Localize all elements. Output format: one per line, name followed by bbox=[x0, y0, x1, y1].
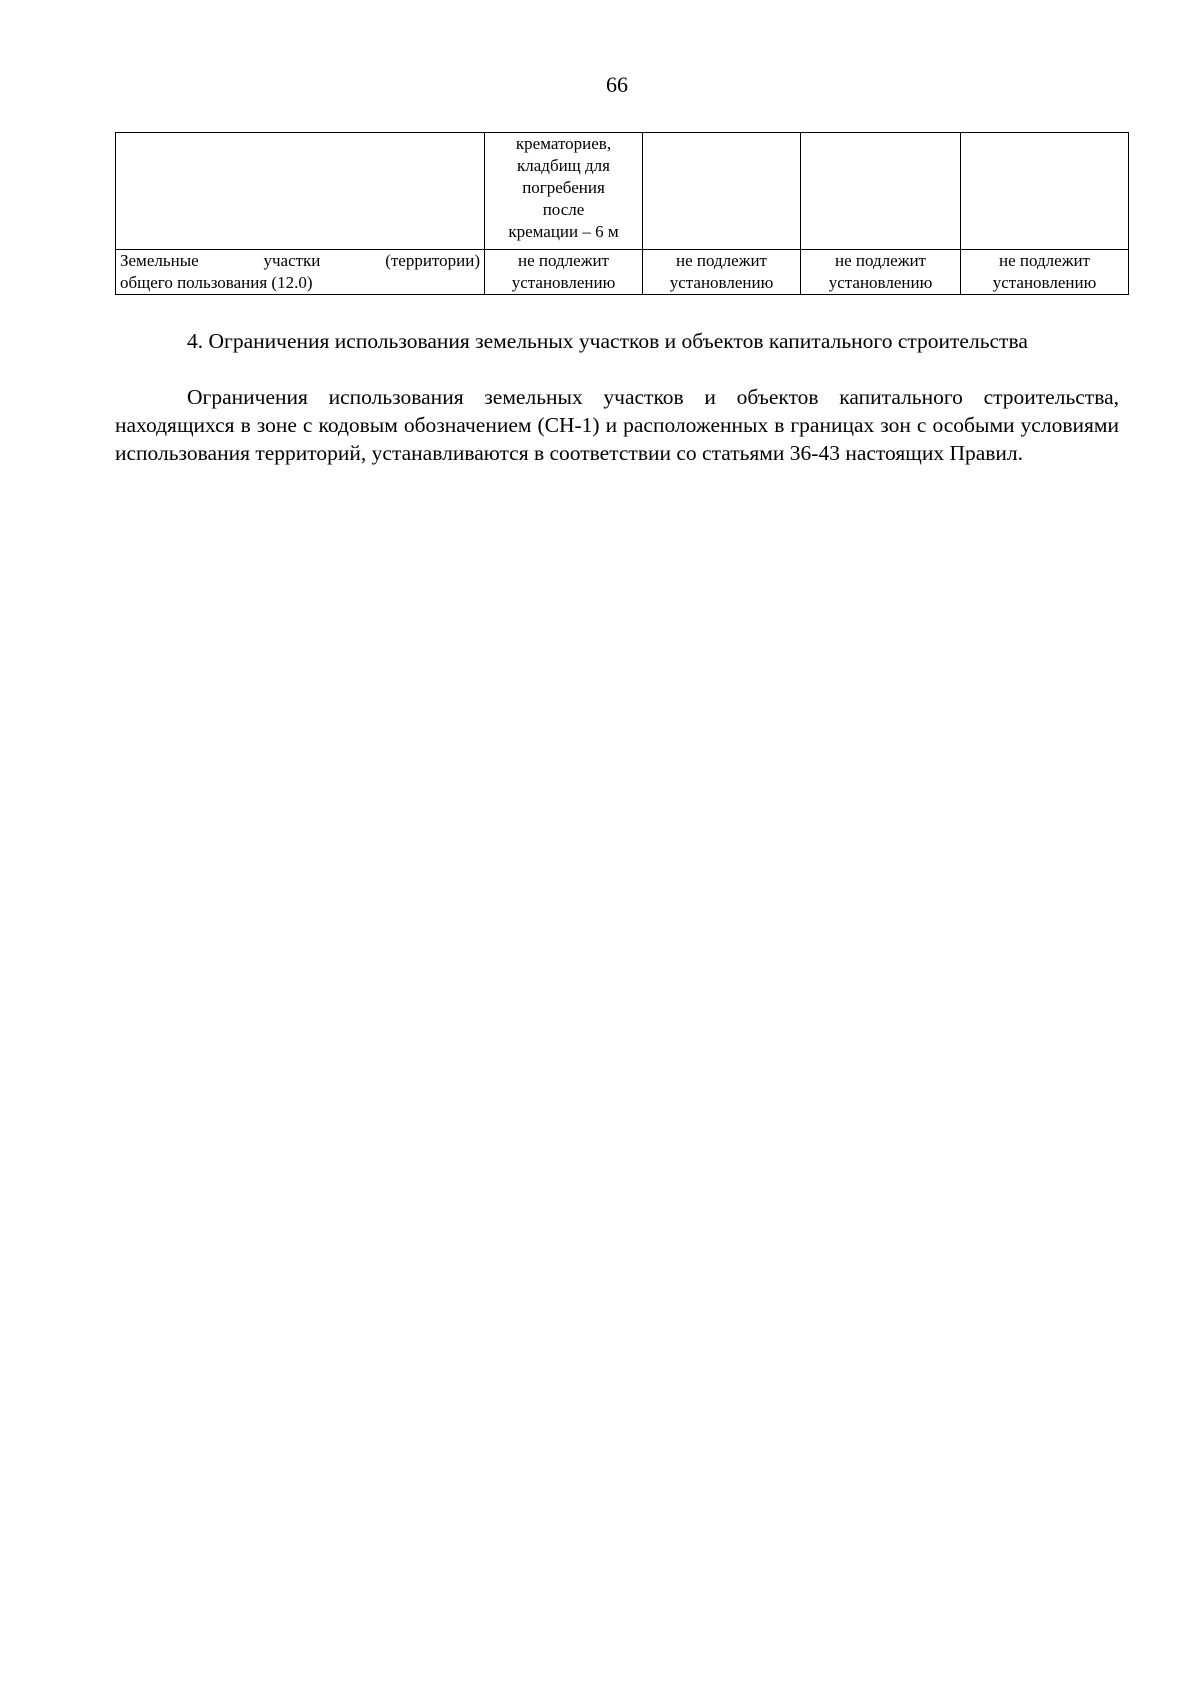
cell-line: крематориев, bbox=[515, 134, 612, 153]
cell-line: не подлежит bbox=[835, 251, 926, 270]
cell-line: установлению bbox=[511, 273, 616, 292]
section-heading: 4. Ограничения использования земельных участков и объектов капитального строительства bbox=[187, 329, 1028, 353]
page-number: 66 bbox=[606, 72, 628, 97]
cell-line: общего пользования (12.0) bbox=[120, 273, 313, 292]
cell-line: после bbox=[542, 200, 585, 219]
cell-line: установлению bbox=[828, 273, 933, 292]
cell-line: Земельные участки (территории) bbox=[120, 251, 480, 270]
cell-line: установлению bbox=[992, 273, 1097, 292]
table-cell-value bbox=[801, 250, 961, 295]
table-cell-value bbox=[961, 250, 1129, 295]
table-cell-empty bbox=[961, 133, 1129, 250]
zoning-table bbox=[115, 132, 1129, 295]
table-cell-value bbox=[485, 250, 643, 295]
table-cell-empty bbox=[643, 133, 801, 250]
table-cell-empty bbox=[801, 133, 961, 250]
section-body: Ограничения использования земельных участков и объектов капитального строительства, находящихся в зоне с кодовым обозначением (СН-1) и расположенных в границах зон с особыми условиями использования территорий, устанавливаются в соответствии со статьями 36-43 настоящих Правил. bbox=[115, 385, 1119, 465]
cell-line: погребения bbox=[522, 178, 605, 197]
cell-line: не подлежит bbox=[518, 251, 609, 270]
cell-line: не подлежит bbox=[999, 251, 1090, 270]
table-row bbox=[116, 250, 1129, 295]
table-cell-land-use bbox=[116, 250, 485, 295]
table-cell-distance bbox=[485, 133, 643, 250]
cell-line: кладбищ для bbox=[517, 156, 610, 175]
cell-line: кремации – 6 м bbox=[508, 222, 619, 241]
table-cell-value bbox=[643, 250, 801, 295]
table-row bbox=[116, 133, 1129, 250]
cell-line: установлению bbox=[669, 273, 774, 292]
table-cell-empty bbox=[116, 133, 485, 250]
cell-line: не подлежит bbox=[676, 251, 767, 270]
